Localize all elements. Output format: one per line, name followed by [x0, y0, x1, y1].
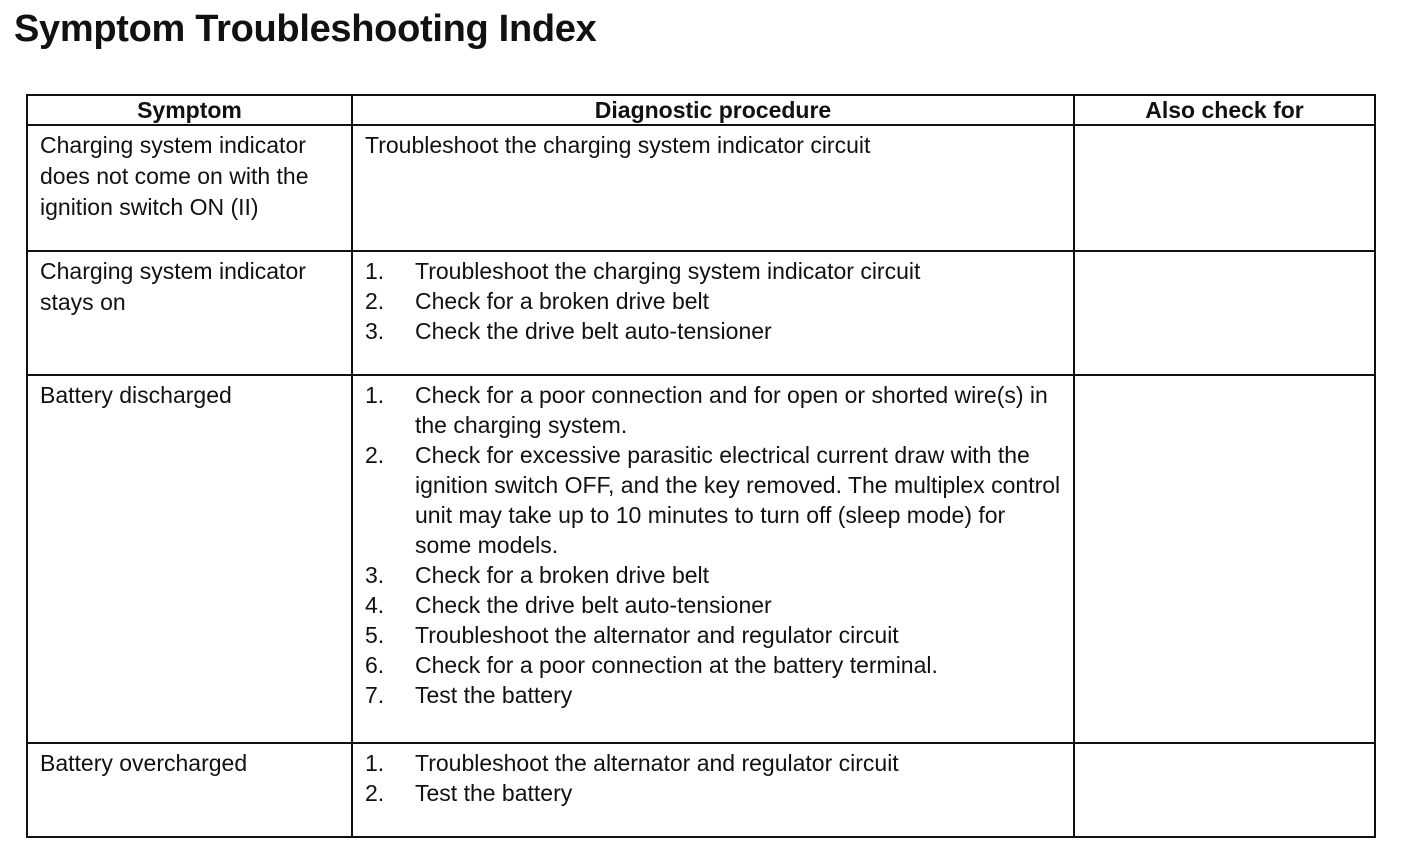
- step-number: 3.: [365, 318, 385, 344]
- also-check-cell: [1074, 251, 1375, 375]
- procedure-step: [365, 440, 1063, 560]
- step-text: Test the battery: [415, 682, 573, 708]
- procedure-step: [365, 560, 1063, 590]
- step-number: 6.: [365, 652, 385, 678]
- symptom-cell: Battery discharged: [27, 375, 352, 743]
- procedure-text: Troubleshoot the charging system indicator circuit: [365, 132, 871, 158]
- step-text: Check for a broken drive belt: [415, 562, 710, 588]
- step-number: 1.: [365, 750, 385, 776]
- procedure-steps: [365, 748, 1063, 808]
- header-row: [27, 95, 1375, 125]
- step-number: 2.: [365, 780, 385, 806]
- step-number: 2.: [365, 288, 385, 314]
- step-text: Troubleshoot the alternator and regulator circuit: [415, 750, 899, 776]
- step-text: Troubleshoot the alternator and regulator circuit: [415, 622, 899, 648]
- also-check-cell: [1074, 125, 1375, 251]
- symptom-cell: Battery overcharged: [27, 743, 352, 837]
- procedure-step: [365, 620, 1063, 650]
- step-number: 1.: [365, 258, 385, 284]
- table-row: [27, 743, 1375, 837]
- step-text: Check for a broken drive belt: [415, 288, 710, 314]
- symptom-cell: Charging system indicator does not come on with the ignition switch ON (II): [27, 125, 352, 251]
- procedure-step: [365, 748, 1063, 778]
- table-row: [27, 375, 1375, 743]
- step-number: 5.: [365, 622, 385, 648]
- also-check-cell: [1074, 743, 1375, 837]
- procedure-step: [365, 680, 1063, 710]
- procedure-step: [365, 316, 1063, 346]
- procedure-cell: [352, 743, 1074, 837]
- step-text: Troubleshoot the charging system indicator circuit: [415, 258, 921, 284]
- table-row: [27, 125, 1375, 251]
- step-number: 4.: [365, 592, 385, 618]
- procedure-step: [365, 650, 1063, 680]
- step-text: Check the drive belt auto-tensioner: [415, 318, 772, 344]
- page-title: Symptom Troubleshooting Index: [14, 8, 597, 50]
- procedure-step: [365, 778, 1063, 808]
- procedure-step: [365, 256, 1063, 286]
- procedure-step: [365, 286, 1063, 316]
- procedure-cell: [352, 375, 1074, 743]
- step-text: Check for a poor connection at the battery terminal.: [415, 652, 938, 678]
- step-number: 7.: [365, 682, 385, 708]
- header-symptom: Symptom: [27, 95, 352, 125]
- procedure-steps: [365, 380, 1063, 710]
- step-number: 3.: [365, 562, 385, 588]
- procedure-steps: [365, 256, 1063, 346]
- step-text: Test the battery: [415, 780, 573, 806]
- also-check-cell: [1074, 375, 1375, 743]
- step-text: Check for excessive parasitic electrical current draw with the ignition switch OFF, and the key removed. The multiplex control unit may take up to 10 minutes to turn off (sleep mode) for some models.: [415, 442, 1061, 558]
- table-row: [27, 251, 1375, 375]
- procedure-step: [365, 380, 1063, 440]
- header-also-check-for: Also check for: [1074, 95, 1375, 125]
- step-number: 2.: [365, 442, 385, 468]
- step-text: Check the drive belt auto-tensioner: [415, 592, 772, 618]
- header-diagnostic-procedure: Diagnostic procedure: [352, 95, 1074, 125]
- procedure-cell: [352, 251, 1074, 375]
- symptom-cell: Charging system indicator stays on: [27, 251, 352, 375]
- step-number: 1.: [365, 382, 385, 408]
- troubleshooting-table: [26, 94, 1376, 838]
- step-text: Check for a poor connection and for open or shorted wire(s) in the charging system.: [415, 382, 1048, 438]
- procedure-step: [365, 590, 1063, 620]
- procedure-cell: [352, 125, 1074, 251]
